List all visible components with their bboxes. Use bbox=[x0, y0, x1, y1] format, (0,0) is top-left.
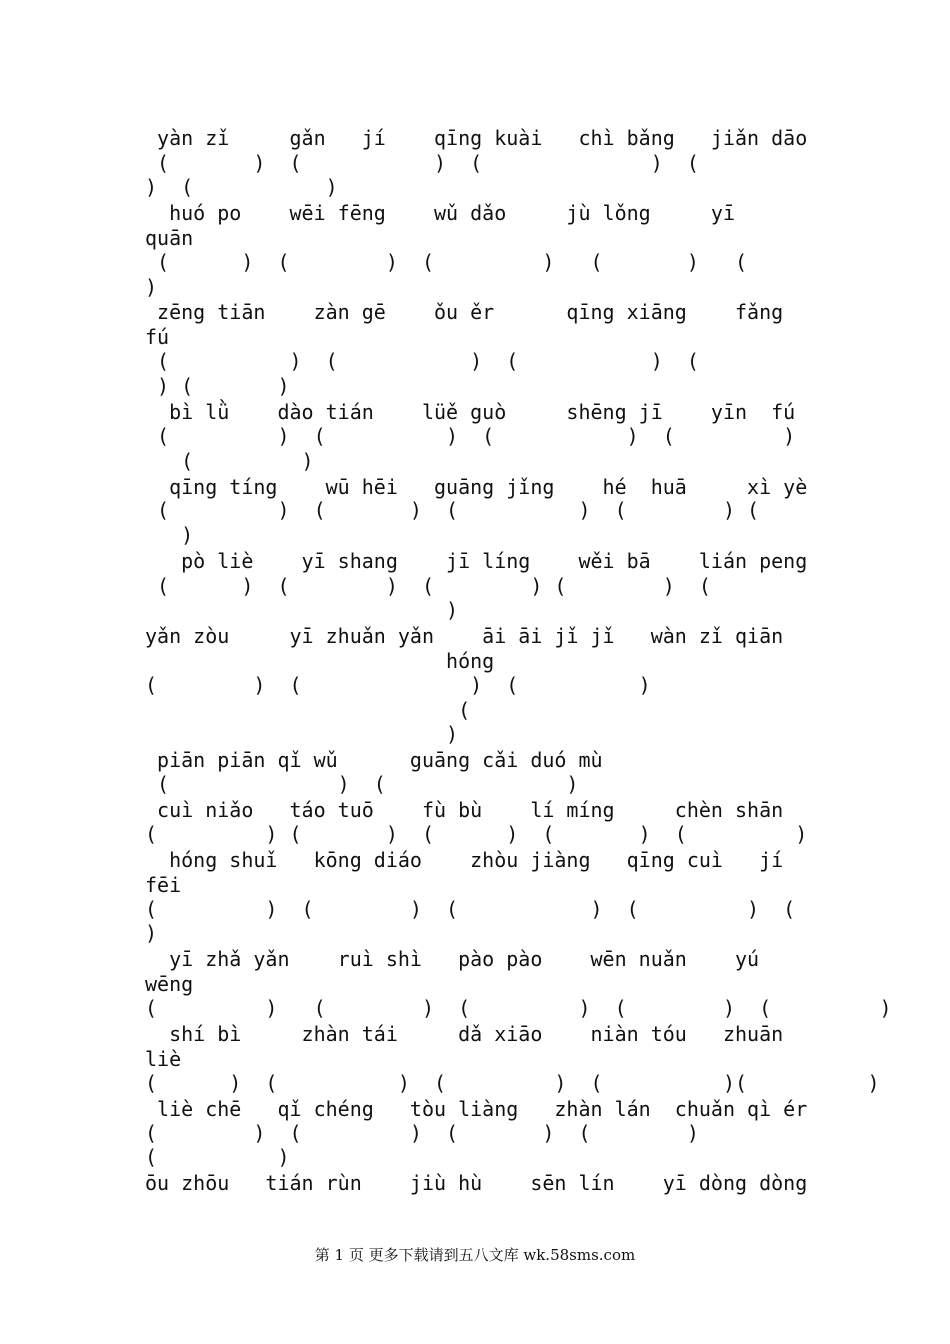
blank-row: ) ( ) bbox=[145, 175, 338, 199]
pinyin-row: hóng shuǐ kōng diáo zhòu jiàng qīng cuì jí bbox=[145, 848, 784, 872]
pinyin-row: qīng tíng wū hēi guāng jǐng hé huā xì yè bbox=[145, 475, 808, 499]
blank-row: ( ) ( ) ( ) ( )( ) bbox=[145, 1071, 880, 1095]
blank-row: ( ) bbox=[145, 1145, 290, 1169]
blank-row: ( ) ( ) ( ) ( bbox=[145, 349, 699, 373]
blank-row: ( ) ( ) ( ) ( ) bbox=[145, 424, 796, 448]
pinyin-row: bì lǜ dào tián lüě guò shēng jī yīn fú bbox=[145, 400, 796, 424]
blank-row: ) bbox=[145, 523, 194, 547]
pinyin-row: piān piān qǐ wǔ guāng cǎi duó mù bbox=[145, 748, 603, 772]
blank-row: ) bbox=[145, 275, 158, 299]
pinyin-row: liè bbox=[145, 1047, 182, 1071]
pinyin-row: quān bbox=[145, 226, 194, 250]
pinyin-row: wēng bbox=[145, 972, 194, 996]
blank-row: ( ) ( ) ( ) ( ) ( bbox=[145, 897, 796, 921]
pinyin-row: yǎn zòu yī zhuǎn yǎn āi āi jǐ jǐ wàn zǐ qiān bbox=[145, 624, 784, 648]
pinyin-row: zēng tiān zàn gē ǒu ěr qīng xiāng fǎng bbox=[145, 300, 784, 324]
pinyin-row: shí bì zhàn tái dǎ xiāo niàn tóu zhuān bbox=[145, 1022, 784, 1046]
pinyin-row: pò liè yī shang jī líng wěi bā lián peng bbox=[145, 549, 808, 573]
blank-row: ) ( ) bbox=[145, 374, 290, 398]
blank-row: ( ) ( ) ( ) ( ) ( ) bbox=[145, 996, 892, 1020]
pinyin-row: liè chē qǐ chéng tòu liàng zhàn lán chuǎn qì ér bbox=[145, 1097, 808, 1121]
page-footer: 第 1 页 更多下载请到五八文库 wk.58sms.com bbox=[314, 1246, 636, 1264]
blank-row: ( ) ( ) ( ) ( ) ( ) bbox=[145, 822, 808, 846]
pinyin-row: cuì niǎo táo tuō fù bù lí míng chèn shān bbox=[145, 798, 784, 822]
blank-row: ( ) ( ) ( ) ( ) ( bbox=[145, 574, 711, 598]
blank-row: ) bbox=[145, 722, 459, 746]
pinyin-row: yī zhǎ yǎn ruì shì pào pào wēn nuǎn yú bbox=[145, 947, 760, 971]
blank-row: ( ) ( ) bbox=[145, 772, 579, 796]
blank-row: ) bbox=[145, 598, 459, 622]
blank-row: ( ) ( ) ( ) bbox=[145, 673, 651, 697]
blank-row: ( ) bbox=[145, 449, 314, 473]
pinyin-row: hóng bbox=[145, 649, 495, 673]
blank-row: ( ) ( ) ( ) ( bbox=[145, 151, 699, 175]
pinyin-row: yàn zǐ gǎn jí qīng kuài chì bǎng jiǎn dāo bbox=[145, 126, 808, 150]
blank-row: ) bbox=[145, 921, 158, 945]
blank-row: ( bbox=[145, 698, 471, 722]
blank-row: ( ) ( ) ( ) ( ) bbox=[145, 1121, 699, 1145]
pinyin-row: huó po wēi fēng wǔ dǎo jù lǒng yī bbox=[145, 201, 736, 225]
pinyin-row: fú bbox=[145, 325, 170, 349]
blank-row: ( ) ( ) ( ) ( ) ( bbox=[145, 250, 748, 274]
pinyin-row: fēi bbox=[145, 873, 182, 897]
blank-row: ( ) ( ) ( ) ( ) ( bbox=[145, 498, 760, 522]
pinyin-row: ōu zhōu tián rùn jiù hù sēn lín yī dòng dòng bbox=[145, 1171, 808, 1195]
